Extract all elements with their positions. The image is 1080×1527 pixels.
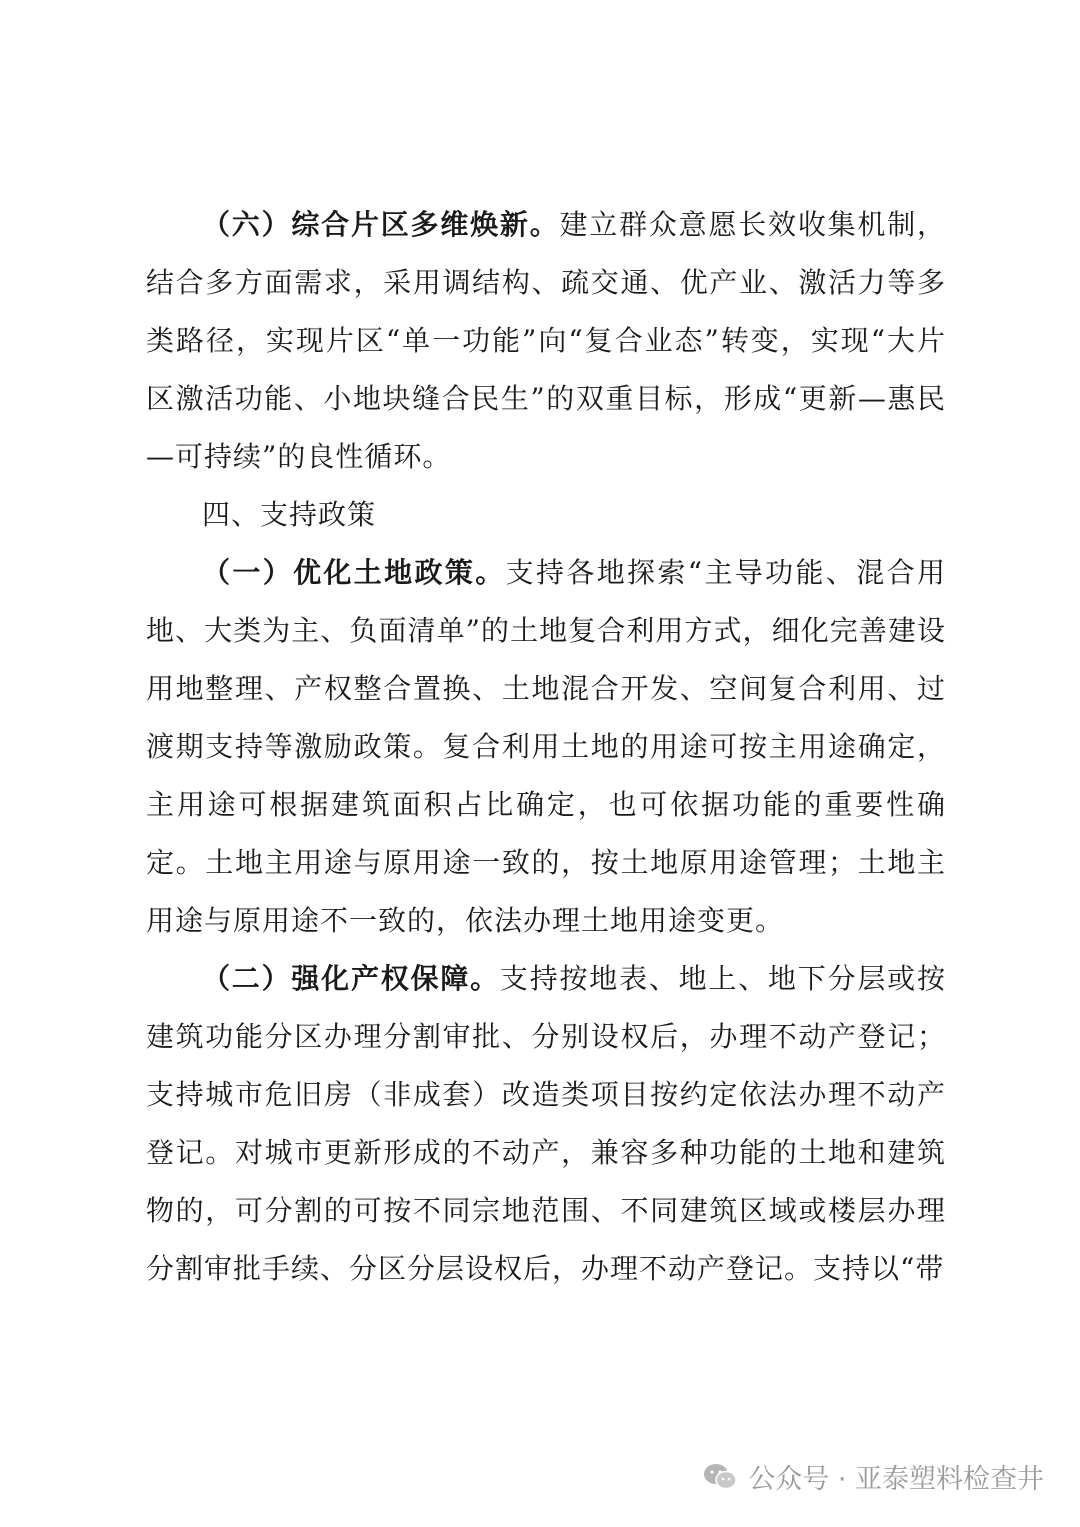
paragraph-heading: （一）优化土地政策。 <box>202 556 506 589</box>
paragraph-heading: （六）综合片区多维焕新。 <box>202 208 560 241</box>
paragraph-property-rights <box>146 950 946 1298</box>
watermark <box>702 1457 1044 1496</box>
paragraph-land-policy <box>146 544 946 950</box>
section-title: 四、支持政策 <box>202 498 377 531</box>
wechat-icon <box>702 1461 738 1493</box>
document-page <box>146 196 946 1298</box>
paragraph-text: 支持各地探索“主导功能、混合用地、大类为主、负面清单”的土地复合利用方式，细化完善建设用地整理、产权整合置换、土地混合开发、空间复合利用、过渡期支持等激励政策。复合利用土地的用途可按主用途确定，主用途可根据建筑面积占比确定，也可依据功能的重要性确定。土地主用途与原用途一致的，按土地原用途管理；土地主用途与原用途不一致的，依法办理土地用途变更。 <box>146 556 946 937</box>
paragraph-text: 建立群众意愿长效收集机制，结合多方面需求，采用调结构、疏交通、优产业、激活力等多类路径，实现片区“单一功能”向“复合业态”转变，实现“大片区激活功能、小地块缝合民生”的双重目标，形成“更新—惠民—可持续”的良性循环。 <box>146 208 946 473</box>
paragraph-comprehensive-area <box>146 196 946 486</box>
paragraph-heading: （二）强化产权保障。 <box>202 962 500 995</box>
paragraph-text: 支持按地表、地上、地下分层或按建筑功能分区办理分割审批、分别设权后，办理不动产登记；支持城市危旧房（非成套）改造类项目按约定依法办理不动产登记。对城市更新形成的不动产，兼容多种功能的土地和建筑物的，可分割的可按不同宗地范围、不同建筑区域或楼层办理分割审批手续、分区分层设权后，办理不动产登记。支持以“带 <box>146 962 946 1285</box>
watermark-text: 公众号 · 亚泰塑料检查井 <box>748 1464 1044 1495</box>
